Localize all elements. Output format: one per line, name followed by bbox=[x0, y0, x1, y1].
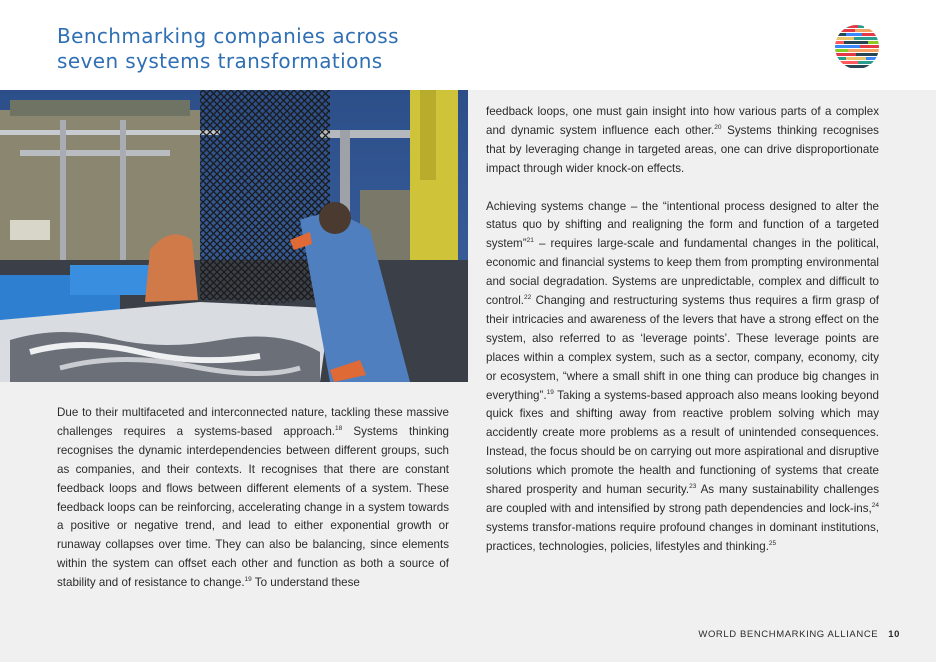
right-text-column bbox=[486, 103, 879, 557]
text-run: feedback loops, one must gain insight into how various parts of a complex and dynamic system influence each other. bbox=[486, 105, 879, 137]
footnote-ref: 20 bbox=[714, 123, 722, 131]
text-run: Due to their multifaceted and interconnected nature, tackling these massive challenges requires a systems-based approach. bbox=[57, 406, 449, 438]
footnote-ref: 22 bbox=[524, 294, 532, 302]
page-number: 10 bbox=[888, 629, 900, 640]
footnote-ref: 24 bbox=[871, 502, 879, 510]
page-footer bbox=[698, 629, 900, 640]
footnote-ref: 21 bbox=[526, 237, 534, 245]
text-run: As many sustainability challenges are coupled with and intensified by strong path dependencies and lock-ins, bbox=[486, 483, 879, 516]
footnote-ref: 18 bbox=[335, 424, 343, 432]
text-run: – requires large-scale and fundamental changes in the political, economic and financial systems to keep them from prompting environmental and social degradation. Systems are unpredictable, complex and difficult to control. bbox=[486, 237, 879, 308]
footer-org: WORLD BENCHMARKING ALLIANCE bbox=[698, 629, 879, 640]
paragraph bbox=[57, 404, 449, 593]
text-run: Systems thinking recognises that by leveraging change in targeted areas, one can drive disproportionate impact through wider knock-on effects. bbox=[486, 123, 879, 175]
wba-logo bbox=[834, 24, 880, 70]
footnote-ref: 19 bbox=[244, 576, 252, 584]
page-header bbox=[0, 0, 936, 90]
page-title bbox=[57, 24, 399, 74]
footnote-ref: 25 bbox=[768, 539, 777, 547]
footnote-ref: 19 bbox=[546, 388, 554, 396]
paragraph bbox=[486, 198, 879, 557]
title-line-2: seven systems transformations bbox=[57, 49, 383, 73]
text-run: Achieving systems change – the “intentional process designed to alter the status quo by shifting and realigning the form and function of a targeted system” bbox=[486, 199, 879, 251]
footnote-ref: 23 bbox=[689, 483, 697, 491]
text-run: Changing and restructuring systems thus requires a firm grasp of their intricacies and awareness of the levers that have a strong effect on the system, also referred to as ‘leverage points’. These leverage points are places within a complex system, such as a sector, company, economy, city or ecosystem, “where a small shift in one thing can produce big changes in everything”. bbox=[486, 294, 879, 402]
text-run: Taking a systems-based approach also means looking beyond quick fixes and shifting away from reactive problem solving which may accidently create more problems as a result of unintended consequences. Instead, the focus should be on carrying out more aspirational and disruptive solutions which promote the health and functioning of systems that create shared prosperity and human security. bbox=[486, 388, 879, 497]
text-run: To understand these bbox=[251, 576, 360, 590]
paragraph bbox=[486, 103, 879, 179]
fishing-photo bbox=[0, 90, 468, 382]
left-text-column bbox=[57, 404, 449, 593]
title-line-1: Benchmarking companies across bbox=[57, 24, 399, 48]
text-run: systems transfor-mations require profound changes in dominant institutions, practices, technologies, policies, lifestyles and thinking. bbox=[486, 520, 879, 553]
text-run: Systems thinking recognises the dynamic interdependencies between different groups, such as companies, and their contexts. It recognises that there are constant feedback loops and flows between different elements of a system. These feedback loops can be reinforcing, accelerating change in a system towards a positive or negative trend, and lead to either exponential growth or runaway collapses over time. They can also be balancing, since elements within the system can offset each other and function as both a source of stability and of resistance to change. bbox=[57, 424, 449, 590]
